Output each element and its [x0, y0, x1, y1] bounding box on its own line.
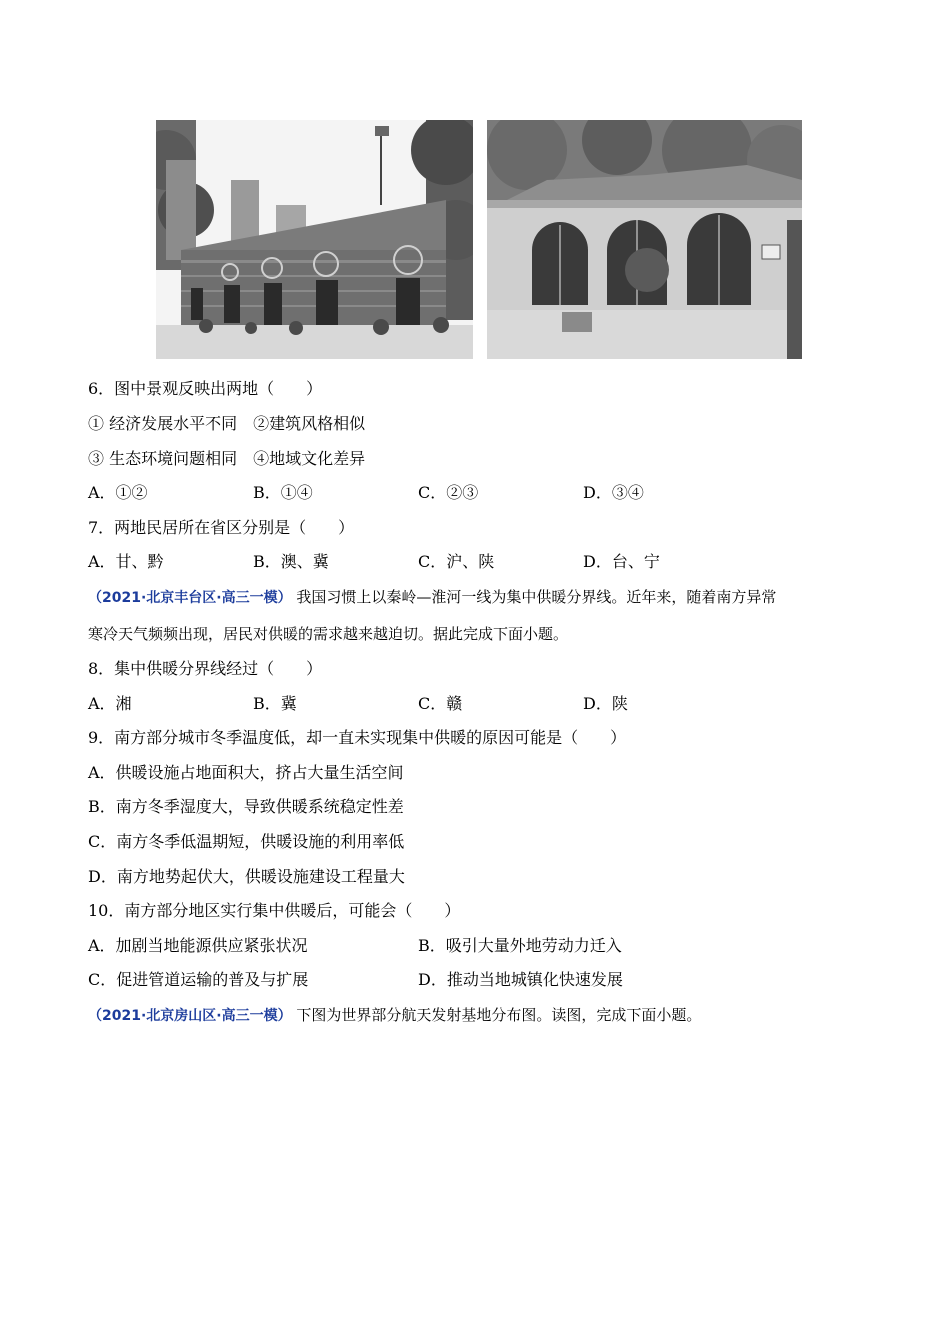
- q9-option-c[interactable]: C．南方冬季低温期短，供暖设施的利用率低: [88, 832, 405, 851]
- q8-option-b[interactable]: B．冀: [253, 694, 297, 713]
- q9-option-d[interactable]: D．南方地势起伏大，供暖设施建设工程量大: [88, 867, 405, 886]
- q8-option-c[interactable]: C．赣: [418, 694, 463, 713]
- q9-option-a[interactable]: A．供暖设施占地面积大，挤占大量生活空间: [88, 763, 404, 782]
- q7-option-b[interactable]: B．澳、冀: [253, 552, 329, 571]
- source-tag-fangshan: （2021·北京房山区·高三一模）: [88, 1008, 292, 1024]
- cave-dwelling-image: [487, 120, 802, 359]
- photo-cave-dwelling: [487, 120, 802, 359]
- q6-option-a[interactable]: A．①②: [88, 483, 148, 502]
- q9-stem: 9．南方部分城市冬季温度低，却一直未实现集中供暖的原因可能是（ ）: [88, 728, 627, 747]
- q10-option-d[interactable]: D．推动当地城镇化快速发展: [418, 970, 623, 989]
- q7-option-c[interactable]: C．沪、陕: [418, 552, 495, 571]
- q8-option-d[interactable]: D．陕: [583, 694, 628, 713]
- source-text-fengtai-2: 寒冷天气频频出现，居民对供暖的需求越来越迫切。据此完成下面小题。: [88, 625, 569, 643]
- q8-stem: 8．集中供暖分界线经过（ ）: [88, 659, 323, 678]
- q6-items-line2: ③ 生态环境问题相同 ④地域文化差异: [88, 449, 366, 468]
- q10-option-b[interactable]: B．吸引大量外地劳动力迁入: [418, 936, 622, 955]
- q6-items-line1: ① 经济发展水平不同 ②建筑风格相似: [88, 414, 366, 433]
- q9-option-b[interactable]: B．南方冬季湿度大，导致供暖系统稳定性差: [88, 797, 404, 816]
- q7-option-a[interactable]: A．甘、黔: [88, 552, 164, 571]
- q6-option-c[interactable]: C．②③: [418, 483, 479, 502]
- q7-stem: 7．两地民居所在省区分别是（ ）: [88, 518, 355, 537]
- q10-stem: 10．南方部分地区实行集中供暖后，可能会（ ）: [88, 901, 461, 920]
- brick-building-image: [156, 120, 473, 359]
- q6-stem: 6．图中景观反映出两地（ ）: [88, 379, 323, 398]
- q10-option-c[interactable]: C．促进管道运输的普及与扩展: [88, 970, 309, 989]
- q7-option-d[interactable]: D．台、宁: [583, 552, 660, 571]
- q10-option-a[interactable]: A．加剧当地能源供应紧张状况: [88, 936, 308, 955]
- source-intro-fengtai: [88, 587, 776, 608]
- photo-brick-building: [156, 120, 473, 359]
- source-text-fangshan: 下图为世界部分航天发射基地分布图。读图，完成下面小题。: [291, 1006, 702, 1024]
- q8-option-a[interactable]: A．湘: [88, 694, 132, 713]
- source-tag-fengtai: （2021·北京丰台区·高三一模）: [88, 590, 292, 606]
- source-intro-fangshan: [88, 1005, 701, 1026]
- q6-option-b[interactable]: B．①④: [253, 483, 313, 502]
- source-text-fengtai-1: 我国习惯上以秦岭—淮河一线为集中供暖分界线。近年来，随着南方异常: [291, 588, 777, 606]
- q6-option-d[interactable]: D．③④: [583, 483, 644, 502]
